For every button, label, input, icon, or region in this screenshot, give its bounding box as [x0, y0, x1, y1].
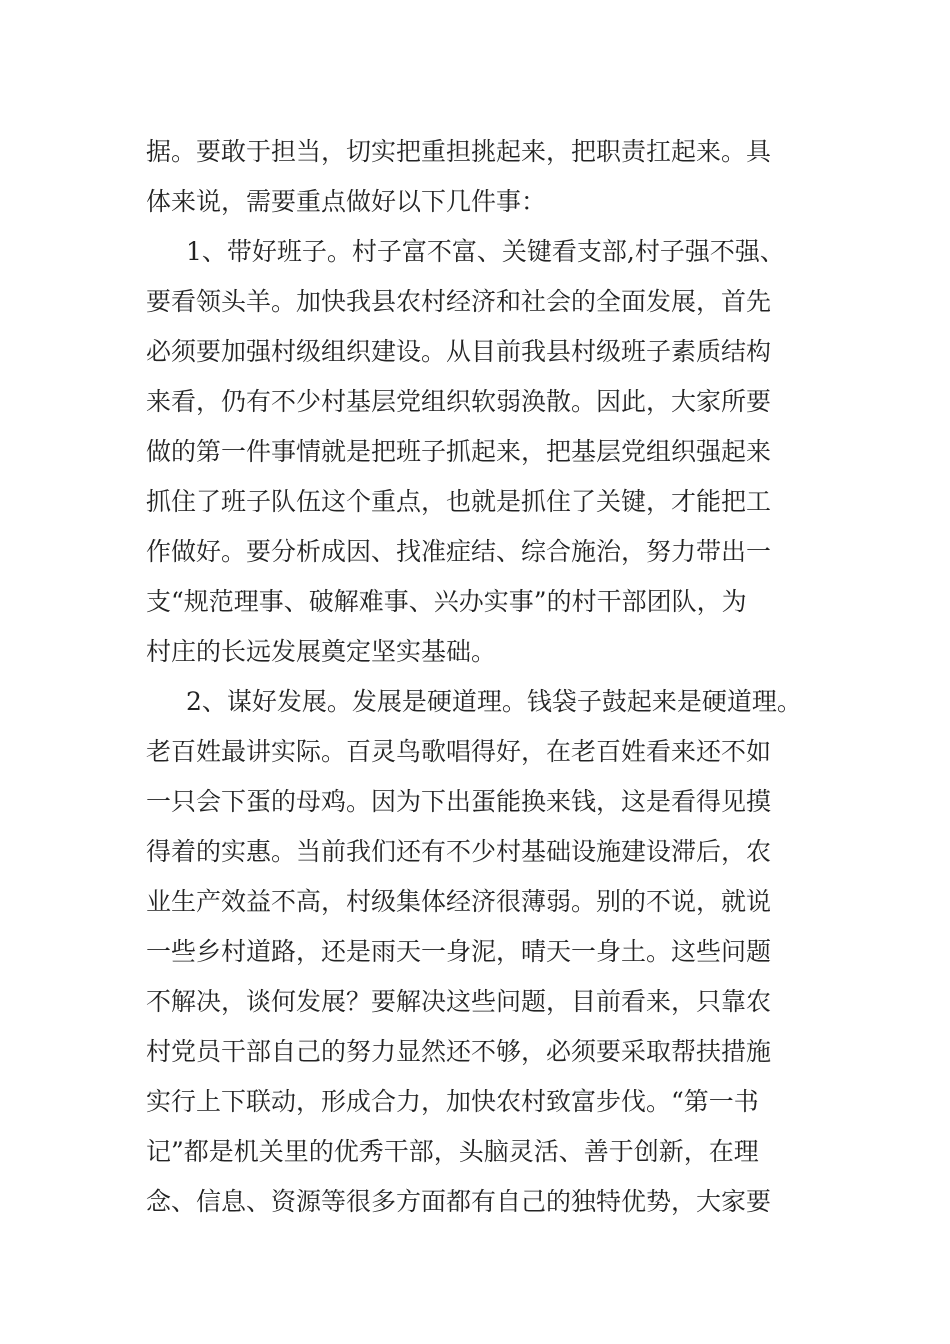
text-line: 抓住了班子队伍这个重点，也就是抓住了关键，才能把工	[146, 487, 772, 516]
text-line: 支“规范理事、破解难事、兴办实事”的村干部团队，为	[146, 587, 747, 616]
text-line: 来看，仍有不少村基层党组织软弱涣散。因此，大家所要	[146, 387, 772, 416]
text-line: 村党员干部自己的努力显然还不够，必须要采取帮扶措施	[146, 1037, 772, 1066]
text-line: 老百姓最讲实际。百灵鸟歌唱得好，在老百姓看来还不如	[146, 737, 772, 766]
text-line: 作做好。要分析成因、找准症结、综合施治，努力带出一	[146, 537, 772, 566]
text-line: 村庄的长远发展奠定坚实基础。	[146, 637, 497, 666]
paragraph-2-first-line: 2、谋好发展。发展是硬道理。钱袋子鼓起来是硬道理。	[186, 687, 802, 716]
text-line: 不解决，谈何发展？要解决这些问题，目前看来，只靠农	[146, 987, 772, 1016]
text-line: 实行上下联动，形成合力，加快农村致富步伐。“第一书	[146, 1087, 759, 1116]
text-line: 一些乡村道路，还是雨天一身泥，晴天一身土。这些问题	[146, 937, 772, 966]
text-line: 体来说，需要重点做好以下几件事：	[146, 187, 547, 216]
text-line: 念、信息、资源等很多方面都有自己的独特优势，大家要	[146, 1187, 772, 1216]
text-line: 业生产效益不高，村级集体经济很薄弱。别的不说，就说	[146, 887, 772, 916]
text-line: 要看领头羊。加快我县农村经济和社会的全面发展，首先	[146, 287, 772, 316]
text-line: 记”都是机关里的优秀干部，头脑灵活、善于创新，在理	[146, 1137, 759, 1166]
text-line: 得着的实惠。当前我们还有不少村基础设施建设滞后，农	[146, 837, 772, 866]
text-line: 一只会下蛋的母鸡。因为下出蛋能换来钱，这是看得见摸	[146, 787, 772, 816]
text-line: 据。要敢于担当，切实把重担挑起来，把职责扛起来。具	[146, 137, 772, 166]
paragraph-1-first-line: 1、带好班子。村子富不富、关键看支部,村子强不强、	[186, 237, 785, 266]
text-line: 做的第一件事情就是把班子抓起来，把基层党组织强起来	[146, 437, 772, 466]
text-line: 必须要加强村级组织建设。从目前我县村级班子素质结构	[146, 337, 772, 366]
